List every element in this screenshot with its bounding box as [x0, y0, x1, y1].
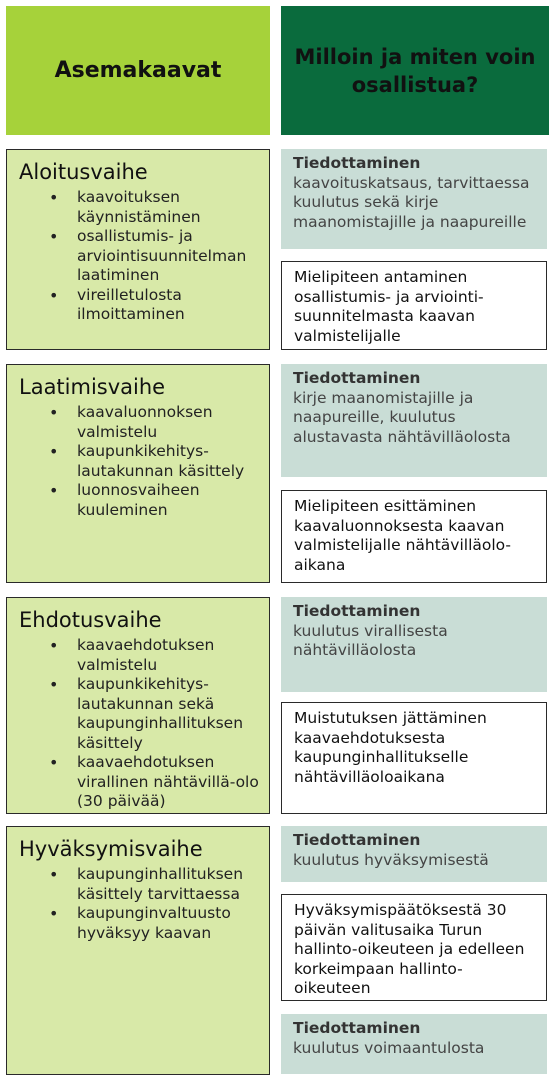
phase-steps-list: [19, 865, 259, 943]
phase-step: • kaavaehdotuksen valmistelu: [77, 636, 259, 675]
header-participation: [281, 6, 549, 135]
info-title: Tiedottaminen: [293, 369, 421, 387]
info-title: Tiedottaminen: [293, 602, 421, 620]
phase-box-ehdotusvaihe: [6, 597, 270, 814]
phase-step: • kaupunkikehitys-lautakunnan sekä kaupunginhallituksen käsittely: [77, 675, 259, 753]
phase-box-hyvaksymisvaihe: [6, 826, 270, 1075]
participation-note: Mielipiteen esittäminen kaavaluonnoksesta kaavan valmistelijalle nähtävilläolo-aikana: [281, 490, 547, 583]
phase-step: • luonnosvaiheen kuuleminen: [77, 481, 259, 520]
phase-step: • vireilletulosta ilmoittaminen: [77, 286, 259, 325]
phase-step: • kaupunginvaltuusto hyväksyy kaavan: [77, 904, 259, 943]
phase-title: Hyväksymisvaihe: [19, 837, 203, 861]
info-body: kuulutus hyväksymisestä: [293, 850, 489, 869]
phase-title: Laatimisvaihe: [19, 375, 166, 399]
header-right-title: Milloin ja miten voin osallistua?: [294, 44, 536, 97]
phase-step: • kaupunginhallituksen käsittely tarvittaessa: [77, 865, 259, 904]
phase-title: Ehdotusvaihe: [19, 608, 162, 632]
phase-steps-list: [19, 188, 259, 325]
phase-step: • osallistumis- ja arviointisuunnitelman laatiminen: [77, 227, 259, 286]
info-box-tiedottaminen: [281, 149, 547, 249]
info-box-tiedottaminen: [281, 826, 547, 882]
info-body: kuulutus voimaantulosta: [293, 1038, 485, 1057]
phase-steps-list: [19, 636, 259, 812]
phase-step: • kaavaluonnoksen valmistelu: [77, 403, 259, 442]
participation-note: Muistutuksen jättäminen kaavaehdotuksesta kaupunginhallitukselle nähtävilläoloaikana: [281, 702, 547, 814]
phase-step: • kaavoituksen käynnistäminen: [77, 188, 259, 227]
participation-note: Mielipiteen antaminen osallistumis- ja arviointi-suunnitelmasta kaavan valmistelijalle: [281, 261, 547, 350]
info-body: kuulutus virallisesta nähtävilläolosta: [293, 621, 448, 659]
participation-note: Hyväksymispäätöksestä 30 päivän valitusaika Turun hallinto-oikeuteen ja edelleen korkeimpaan hallinto-oikeuteen: [281, 894, 547, 1001]
phase-title: Aloitusvaihe: [19, 160, 148, 184]
info-body: kaavoituskatsaus, tarvittaessa kuulutus sekä kirje maanomistajille ja naapureille: [293, 173, 530, 231]
info-title: Tiedottaminen: [293, 154, 421, 172]
phase-box-laatimisvaihe: [6, 364, 270, 583]
phase-steps-list: [19, 403, 259, 520]
info-box-tiedottaminen: [281, 597, 547, 692]
header-left-title: Asemakaavat: [54, 58, 222, 83]
info-title: Tiedottaminen: [293, 831, 421, 849]
header-asemakaavat: [6, 6, 270, 135]
info-box-tiedottaminen: [281, 1014, 547, 1074]
info-title: Tiedottaminen: [293, 1019, 421, 1037]
info-box-tiedottaminen: [281, 364, 547, 477]
info-body: kirje maanomistajille ja naapureille, kuulutus alustavasta nähtävilläolosta: [293, 388, 511, 446]
phase-step: • kaavaehdotuksen virallinen nähtävillä-olo (30 päivää): [77, 753, 259, 812]
phase-box-aloitusvaihe: [6, 149, 270, 350]
phase-step: • kaupunkikehitys-lautakunnan käsittely: [77, 442, 259, 481]
